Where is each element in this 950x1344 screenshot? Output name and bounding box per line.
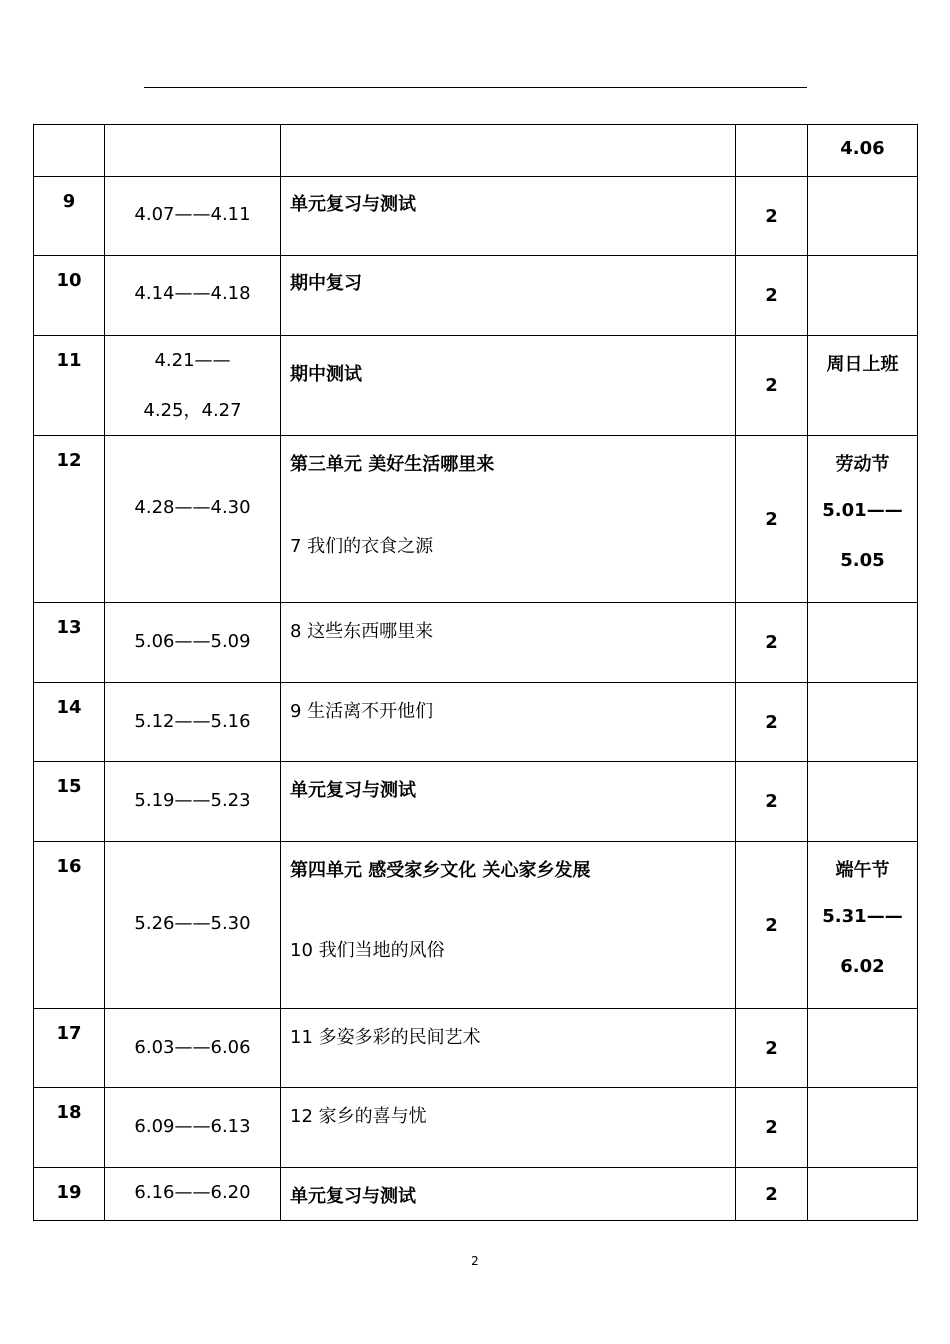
note-cell xyxy=(808,603,918,683)
date-cell xyxy=(105,125,281,177)
content-cell: 9 生活离不开他们 xyxy=(281,683,736,762)
hours-cell: 2 xyxy=(736,762,808,842)
week-cell: 12 xyxy=(34,436,105,603)
content-cell xyxy=(281,436,736,603)
table-row xyxy=(34,177,918,256)
note-cell xyxy=(808,177,918,256)
unit-title: 第三单元 美好生活哪里来 xyxy=(290,454,495,475)
date-cell: 4.14——4.18 xyxy=(105,256,281,336)
week-cell: 15 xyxy=(34,762,105,842)
note-cell: 4.06 xyxy=(808,125,918,177)
date-cell xyxy=(105,336,281,436)
lesson-title: 7 我们的衣食之源 xyxy=(290,536,434,557)
week-cell: 17 xyxy=(34,1009,105,1088)
page-number: 2 xyxy=(471,1254,479,1268)
note-line: 5.31—— xyxy=(822,906,903,927)
lesson-title: 10 我们当地的风俗 xyxy=(290,940,445,961)
hours-cell: 2 xyxy=(736,256,808,336)
week-cell: 19 xyxy=(34,1168,105,1221)
content-cell: 8 这些东西哪里来 xyxy=(281,603,736,683)
date-line: 4.21—— xyxy=(154,350,231,371)
note-cell xyxy=(808,436,918,603)
table-row xyxy=(34,603,918,683)
week-cell: 9 xyxy=(34,177,105,256)
schedule-table xyxy=(33,124,918,1221)
date-cell: 5.19——5.23 xyxy=(105,762,281,842)
note-cell xyxy=(808,1168,918,1221)
date-cell: 4.07——4.11 xyxy=(105,177,281,256)
note-line: 5.05 xyxy=(840,550,885,571)
content-cell: 单元复习与测试 xyxy=(281,762,736,842)
hours-cell: 2 xyxy=(736,1168,808,1221)
hours-cell: 2 xyxy=(736,683,808,762)
hours-cell: 2 xyxy=(736,436,808,603)
table-row xyxy=(34,1088,918,1168)
date-cell: 5.12——5.16 xyxy=(105,683,281,762)
hours-cell: 2 xyxy=(736,1088,808,1168)
week-cell: 16 xyxy=(34,842,105,1009)
content-cell xyxy=(281,842,736,1009)
week-cell: 13 xyxy=(34,603,105,683)
date-cell: 5.26——5.30 xyxy=(105,842,281,1009)
content-cell: 单元复习与测试 xyxy=(281,1168,736,1221)
note-line: 5.01—— xyxy=(822,500,903,521)
note-cell xyxy=(808,1009,918,1088)
hours-cell xyxy=(736,125,808,177)
table-row xyxy=(34,683,918,762)
note-line: 6.02 xyxy=(840,956,885,977)
table-row xyxy=(34,436,918,603)
week-cell: 10 xyxy=(34,256,105,336)
table-row xyxy=(34,1168,918,1221)
note-cell xyxy=(808,762,918,842)
week-cell: 11 xyxy=(34,336,105,436)
week-cell xyxy=(34,125,105,177)
content-cell: 期中测试 xyxy=(281,336,736,436)
table-row xyxy=(34,762,918,842)
date-cell: 6.16——6.20 xyxy=(105,1168,281,1221)
date-cell: 4.28——4.30 xyxy=(105,436,281,603)
week-cell: 14 xyxy=(34,683,105,762)
hours-cell: 2 xyxy=(736,177,808,256)
date-line: 4.25，4.27 xyxy=(143,400,242,421)
note-cell: 周日上班 xyxy=(808,336,918,436)
hours-cell: 2 xyxy=(736,603,808,683)
hours-cell: 2 xyxy=(736,842,808,1009)
content-cell xyxy=(281,125,736,177)
note-cell xyxy=(808,842,918,1009)
date-cell: 6.03——6.06 xyxy=(105,1009,281,1088)
table-row xyxy=(34,842,918,1009)
date-cell: 6.09——6.13 xyxy=(105,1088,281,1168)
note-line: 端午节 xyxy=(835,860,890,881)
table-row xyxy=(34,256,918,336)
week-cell: 18 xyxy=(34,1088,105,1168)
note-cell xyxy=(808,256,918,336)
header-rule xyxy=(144,87,807,88)
note-line: 劳动节 xyxy=(835,454,890,475)
note-cell xyxy=(808,683,918,762)
unit-title: 第四单元 感受家乡文化 关心家乡发展 xyxy=(290,860,591,881)
hours-cell: 2 xyxy=(736,1009,808,1088)
table-row xyxy=(34,336,918,436)
note-cell xyxy=(808,1088,918,1168)
table-row xyxy=(34,1009,918,1088)
content-cell: 11 多姿多彩的民间艺术 xyxy=(281,1009,736,1088)
content-cell: 12 家乡的喜与忧 xyxy=(281,1088,736,1168)
date-cell: 5.06——5.09 xyxy=(105,603,281,683)
hours-cell: 2 xyxy=(736,336,808,436)
content-cell: 单元复习与测试 xyxy=(281,177,736,256)
content-cell: 期中复习 xyxy=(281,256,736,336)
table-row xyxy=(34,125,918,177)
